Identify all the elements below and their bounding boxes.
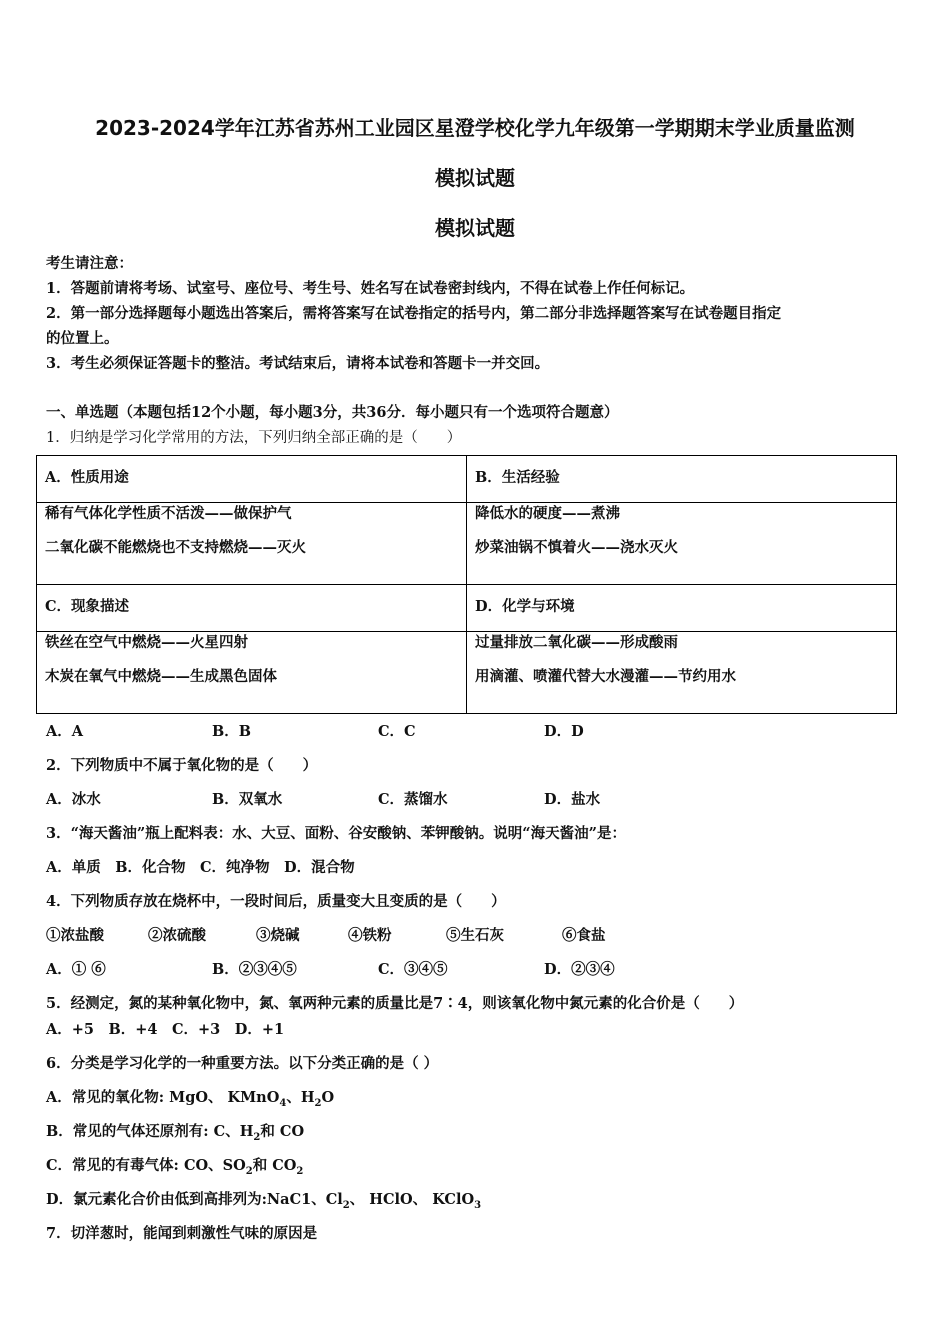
option-b: B．②③④⑤: [212, 961, 297, 978]
exam-subtitle: 模拟试题: [435, 166, 515, 190]
question-4-options: [46, 958, 710, 979]
table-line: 稀有气体化学性质不活泼——做保护气: [45, 505, 292, 522]
table-cell-d-head: D．化学与环境: [467, 585, 897, 632]
option-a: A．冰水: [46, 791, 101, 808]
table-line: 炒菜油锅不慎着火——浇水灭火: [475, 539, 678, 556]
question-7-stem: 7．切洋葱时，能闻到刺激性气味的原因是: [46, 1225, 318, 1242]
question-5-stem: 5．经测定，氮的某种氧化物中，氮、氧两种元素的质量比是7∶4，则该氧化物中氮元素的化合价是（ ）: [46, 995, 744, 1012]
exam-subtitle-repeat: 模拟试题: [435, 216, 515, 240]
question-6-option-b: [46, 1120, 304, 1143]
table-line: 过量排放二氧化碳——形成酸雨: [475, 634, 678, 651]
option-text: B．常见的气体还原剂有: C、H: [46, 1123, 254, 1140]
option-d: D．②③④: [544, 961, 615, 978]
subscript: 2: [342, 1199, 350, 1211]
subscript: 2: [314, 1097, 322, 1109]
question-3-stem: 3．“海天酱油”瓶上配料表：水、大豆、面粉、谷安酸钠、苯钾酸钠。说明“海天酱油”是：: [46, 825, 626, 842]
choice-item: ①浓盐酸: [46, 927, 104, 944]
question-2-stem: 2．下列物质中不属于氧化物的是（ ）: [46, 757, 318, 774]
option-c: C．③④⑤: [378, 961, 448, 978]
question-6-stem: 6．分类是学习化学的一种重要方法。以下分类正确的是（ ）: [46, 1055, 439, 1072]
choice-item: ②浓硫酸: [148, 927, 206, 944]
option-c: C．蒸馏水: [378, 791, 448, 808]
notice-item: 3．考生必须保证答题卡的整洁。考试结束后，请将本试卷和答题卡一并交回。: [46, 355, 550, 372]
notice-heading: 考生请注意：: [46, 255, 133, 272]
table-cell-c-body: [37, 632, 467, 714]
table-line: 二氧化碳不能燃烧也不支持燃烧——灭火: [45, 539, 306, 556]
table-line: 铁丝在空气中燃烧——火星四射: [45, 634, 248, 651]
table-line: 降低水的硬度——煮沸: [475, 505, 620, 522]
subscript: 2: [296, 1165, 304, 1177]
option-b: B．双氧水: [212, 791, 283, 808]
option-b: B．B: [212, 723, 252, 740]
subscript: 2: [245, 1165, 253, 1177]
question-4-stem: 4．下列物质存放在烧杯中，一段时间后，质量变大且变质的是（ ）: [46, 893, 506, 910]
choice-item: ③烧碱: [256, 927, 300, 944]
question-1-stem: 1．归纳是学习化学常用的方法，下列归纳全部正确的是（ ）: [46, 430, 462, 446]
option-text: O: [321, 1089, 335, 1106]
notice-item: 1．答题前请将考场、试室号、座位号、考生号、姓名写在试卷密封线内，不得在试卷上作任何标记。: [46, 280, 695, 297]
subscript: 4: [279, 1097, 287, 1109]
notice-item: 的位置上。: [46, 330, 119, 347]
table-cell-b-head: B．生活经验: [467, 456, 897, 503]
question-5-options: A．+5 B．+4 C．+3 D．+1: [46, 1021, 285, 1038]
question-3-options: A．单质 B．化合物 C．纯净物 D．混合物: [46, 859, 355, 876]
option-text: C．常见的有毒气体: CO、SO: [46, 1157, 246, 1174]
question-1-options: [46, 720, 710, 741]
table-cell-c-head: C．现象描述: [37, 585, 467, 632]
choice-item: ⑥食盐: [562, 927, 606, 944]
choice-item: ⑤生石灰: [446, 927, 504, 944]
exam-title: 2023-2024学年江苏省苏州工业园区星澄学校化学九年级第一学期期末学业质量监测: [95, 116, 855, 140]
option-text: 、 HClO、 KClO: [349, 1191, 475, 1208]
option-text: D．氯元素化合价由低到高排列为:NaC1、Cl: [46, 1191, 343, 1208]
option-a: A．A: [46, 723, 84, 740]
table-cell-a-head: A．性质用途: [37, 456, 467, 503]
subscript: 3: [474, 1199, 482, 1211]
choice-item: ④铁粉: [348, 927, 392, 944]
option-c: C．C: [378, 723, 416, 740]
option-text: A．常见的氧化物: MgO、 KMnO: [46, 1089, 280, 1106]
notice-item: 2．第一部分选择题每小题选出答案后，需将答案写在试卷指定的括号内，第二部分非选择题答案写在试卷题目指定: [46, 305, 782, 322]
question-6-option-a: [46, 1086, 334, 1109]
question-6-option-d: [46, 1188, 481, 1211]
section-heading: 一、单选题（本题包括12个小题，每小题3分，共36分．每小题只有一个选项符合题意）: [46, 404, 619, 421]
table-cell-b-body: [467, 503, 897, 585]
table-cell-d-body: [467, 632, 897, 714]
question-2-options: [46, 788, 710, 809]
question-4-items: [46, 924, 606, 945]
option-text: 和 CO: [252, 1157, 297, 1174]
option-d: D．盐水: [544, 791, 601, 808]
table-line: 用滴灌、喷灌代替大水漫灌——节约用水: [475, 668, 736, 685]
question-6-option-c: [46, 1154, 303, 1177]
option-text: 、H: [286, 1089, 315, 1106]
option-a: A．① ⑥: [46, 961, 106, 978]
table-cell-a-body: [37, 503, 467, 585]
table-line: 木炭在氧气中燃烧——生成黑色固体: [45, 668, 277, 685]
question-1-table: [36, 455, 897, 714]
option-text: 和 CO: [260, 1123, 305, 1140]
subscript: 2: [253, 1131, 261, 1143]
option-d: D．D: [544, 723, 584, 740]
